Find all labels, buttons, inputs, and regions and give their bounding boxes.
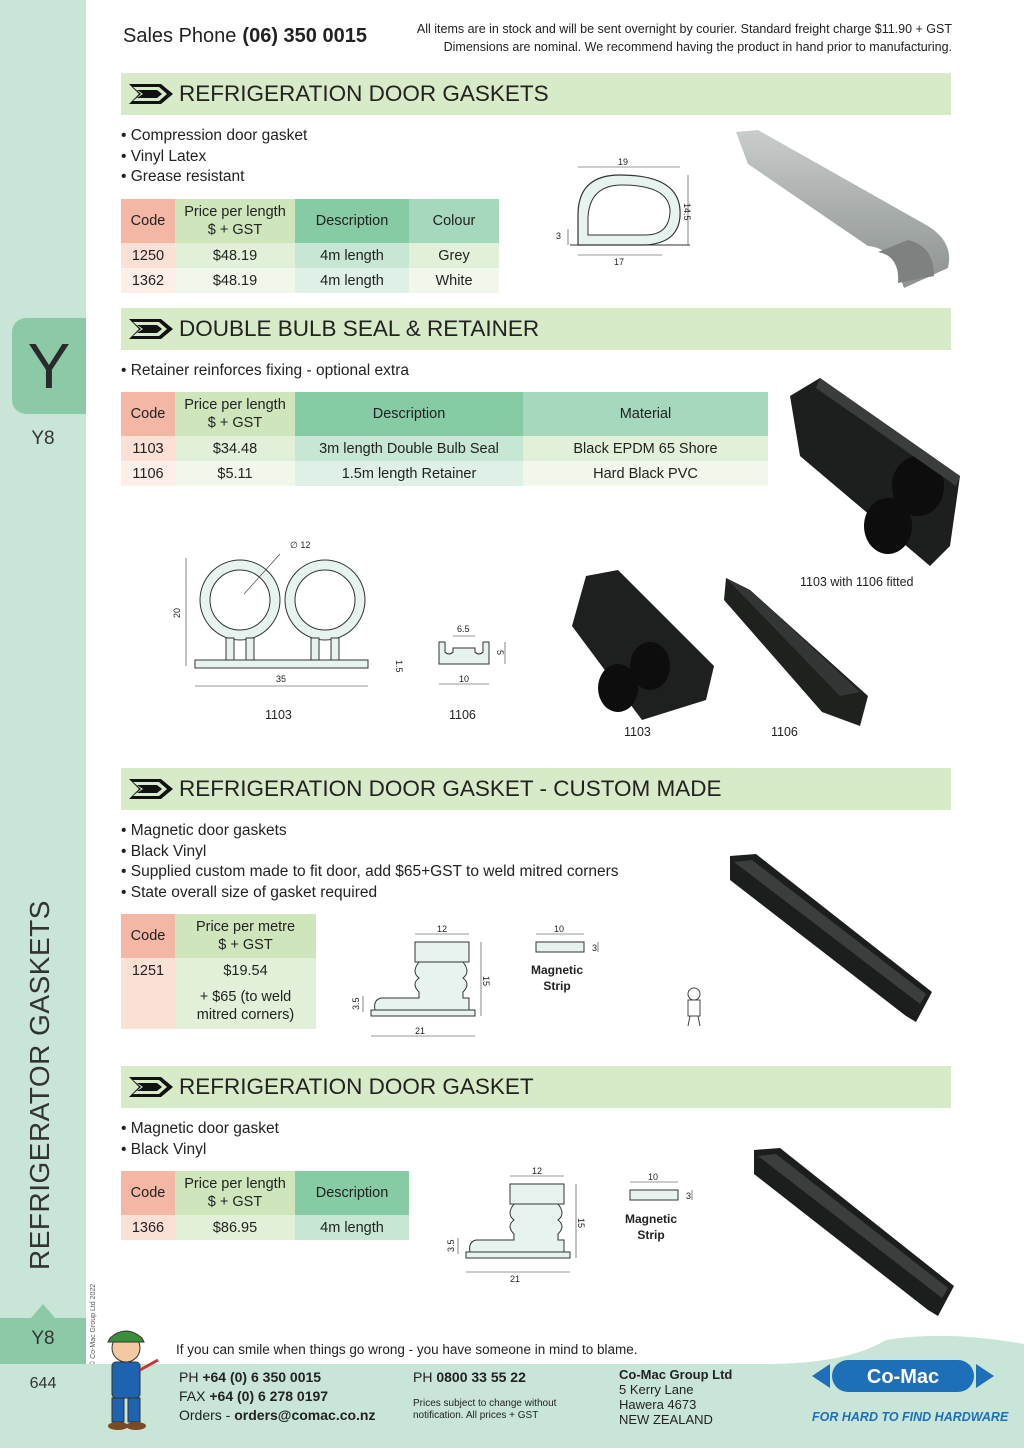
col-description: Description bbox=[295, 199, 409, 243]
table-row bbox=[121, 461, 768, 486]
fax-label: FAX bbox=[179, 1388, 206, 1404]
diagram-caption: 1103 bbox=[265, 708, 292, 722]
section-code-bottom: Y8 bbox=[31, 1328, 55, 1349]
section-banner bbox=[121, 768, 951, 810]
diagram-caption: 1106 bbox=[449, 708, 476, 722]
magnetic-strip-diagram bbox=[528, 922, 612, 958]
magnetic-strip-diagram bbox=[622, 1170, 706, 1206]
cell-code: 1362 bbox=[121, 268, 175, 293]
cell-price: $5.11 bbox=[175, 461, 295, 486]
col-price-line1: Price per length bbox=[184, 1176, 286, 1192]
dim-strip-height: 3 bbox=[686, 1191, 692, 1201]
col-price bbox=[175, 199, 295, 243]
ph2-number[interactable]: 0800 33 55 22 bbox=[436, 1369, 526, 1385]
section-banner bbox=[121, 73, 951, 115]
sales-label: Sales Phone bbox=[123, 25, 237, 47]
orders-email[interactable]: orders@comac.co.nz bbox=[234, 1407, 376, 1423]
feature-item: • Magnetic door gaskets bbox=[121, 822, 287, 839]
ph-label: PH bbox=[179, 1369, 199, 1385]
feature-item: • Black Vinyl bbox=[121, 842, 207, 860]
section-letter-tab bbox=[12, 318, 86, 414]
grey-gasket-photo bbox=[728, 128, 956, 290]
company-name: Co-Mac Group Ltd bbox=[619, 1367, 733, 1382]
feature-list bbox=[121, 361, 409, 382]
footer-freephone bbox=[413, 1369, 526, 1385]
section-title: REFRIGERATION DOOR GASKETS bbox=[179, 81, 549, 106]
retainer-diagram bbox=[425, 618, 521, 690]
cell-description: 3m length Double Bulb Seal bbox=[295, 436, 523, 461]
cell-description: 4m length bbox=[295, 268, 409, 293]
col-description: Description bbox=[295, 392, 523, 436]
feature-item: • State overall size of gasket required bbox=[121, 883, 378, 901]
table-row bbox=[121, 436, 768, 461]
magnetic-gasket-diagram bbox=[440, 1164, 590, 1284]
feature-item: • Grease resistant bbox=[121, 168, 245, 185]
address-line: Hawera 4673 bbox=[619, 1397, 697, 1412]
table-row bbox=[121, 1215, 409, 1240]
magnetic-label-2: Strip bbox=[543, 979, 571, 993]
price-table bbox=[121, 1171, 409, 1240]
col-price-line1: Price per metre bbox=[195, 919, 296, 935]
magnetic-label-2: Strip bbox=[637, 1228, 665, 1242]
cell-code: 1366 bbox=[121, 1215, 175, 1240]
dim-width: 35 bbox=[276, 674, 287, 684]
col-code: Code bbox=[121, 1171, 175, 1215]
magnetic-label-1: Magnetic bbox=[531, 963, 584, 977]
col-code: Code bbox=[121, 199, 175, 243]
dim-diameter: ∅ 12 bbox=[290, 540, 311, 550]
dim-retainer-height: 5 bbox=[495, 650, 505, 656]
company-address bbox=[619, 1367, 732, 1427]
cell-description: 1.5m length Retainer bbox=[295, 461, 523, 486]
section-title: DOUBLE BULB SEAL & RETAINER bbox=[179, 316, 540, 341]
cell-price: $34.48 bbox=[175, 436, 295, 461]
footer-fax bbox=[179, 1388, 328, 1404]
sales-phone bbox=[123, 25, 367, 48]
table-row bbox=[121, 983, 316, 1029]
table-row bbox=[121, 268, 499, 293]
cell-price: $48.19 bbox=[175, 268, 295, 293]
double-bulb-diagram bbox=[170, 538, 410, 698]
dim-thickness: 3 bbox=[556, 231, 562, 241]
mascot-icon bbox=[94, 1326, 166, 1430]
col-price-line2: $ + GST bbox=[207, 415, 263, 431]
footer-orders bbox=[179, 1407, 376, 1423]
dim-top: 12 bbox=[532, 1166, 543, 1176]
price-table bbox=[121, 199, 499, 293]
section-title-vertical: REFRIGERATOR GASKETS bbox=[24, 900, 55, 1270]
cell-colour: White bbox=[409, 268, 499, 293]
price-table bbox=[121, 914, 316, 1029]
col-colour: Colour bbox=[409, 199, 499, 243]
feature-item: • Compression door gasket bbox=[121, 127, 308, 144]
cell-colour: Grey bbox=[409, 243, 499, 268]
gasket-profile-diagram bbox=[550, 155, 700, 270]
cell-code: 1106 bbox=[121, 461, 175, 486]
feature-item: • Supplied custom made to fit door, add $65+GST to weld mitred corners bbox=[121, 863, 619, 880]
dim-base: 21 bbox=[510, 1274, 521, 1284]
dim-base: 21 bbox=[415, 1026, 426, 1036]
mascot-small-icon bbox=[680, 984, 710, 1028]
dim-retainer-base: 10 bbox=[459, 674, 470, 684]
tab-notch bbox=[31, 1304, 55, 1318]
col-price bbox=[175, 1171, 295, 1215]
logo-text: Co-Mac bbox=[866, 1366, 940, 1388]
seal-1103-photo bbox=[566, 570, 718, 722]
feature-item: • Magnetic door gasket bbox=[121, 1120, 279, 1137]
dim-width: 19 bbox=[618, 157, 629, 167]
arrow-icon bbox=[129, 319, 173, 339]
header-note bbox=[417, 20, 952, 56]
feature-item: • Retainer reinforces fixing - optional extra bbox=[121, 362, 410, 379]
tagline: FOR HARD TO FIND HARDWARE bbox=[812, 1410, 1009, 1424]
sales-number[interactable]: (06) 350 0015 bbox=[242, 25, 367, 47]
price-table bbox=[121, 392, 768, 486]
page-number: 644 bbox=[29, 1375, 57, 1392]
col-price-line2: $ + GST bbox=[207, 1194, 263, 1210]
section-banner bbox=[121, 1066, 951, 1108]
dim-side: 3.5 bbox=[446, 1239, 456, 1252]
arrow-icon bbox=[129, 84, 173, 104]
section-title: REFRIGERATION DOOR GASKET - CUSTOM MADE bbox=[179, 776, 722, 801]
col-price bbox=[175, 914, 316, 958]
cell-extra bbox=[175, 983, 316, 1029]
cell-material: Hard Black PVC bbox=[523, 461, 768, 486]
footer-quote: If you can smile when things go wrong - you have someone in mind to blame. bbox=[176, 1342, 638, 1357]
col-code: Code bbox=[121, 392, 175, 436]
cell-code: 1251 bbox=[121, 958, 175, 983]
double-bulb-fitted-photo bbox=[780, 376, 970, 572]
col-price-line1: Price per length bbox=[184, 397, 286, 413]
dim-height: 15 bbox=[481, 976, 491, 987]
feature-list bbox=[121, 126, 307, 188]
cell-code: 1103 bbox=[121, 436, 175, 461]
dim-side: 3.5 bbox=[351, 997, 361, 1010]
magnetic-label-1: Magnetic bbox=[625, 1212, 678, 1226]
dim-strip-width: 10 bbox=[648, 1172, 659, 1182]
dim-height: 14.5 bbox=[682, 203, 692, 221]
magnetic-gasket-photo bbox=[726, 852, 938, 1026]
col-price-line2: $ + GST bbox=[207, 222, 263, 238]
cell-description: 4m length bbox=[295, 243, 409, 268]
dim-strip-height: 3 bbox=[592, 943, 598, 953]
dim-height: 15 bbox=[576, 1218, 586, 1229]
photo-caption: 1103 bbox=[624, 725, 651, 739]
dim-retainer-width: 6.5 bbox=[457, 624, 470, 634]
magnetic-strip-label bbox=[531, 962, 583, 994]
table-row bbox=[121, 958, 316, 983]
magnetic-strip-label bbox=[625, 1211, 677, 1243]
col-price-line2: $ + GST bbox=[218, 937, 273, 953]
col-price-line1: Price per length bbox=[184, 204, 286, 220]
price-note-2: notification. All prices + GST bbox=[413, 1410, 539, 1421]
ph-number[interactable]: +64 (0) 6 350 0015 bbox=[202, 1369, 322, 1385]
col-material: Material bbox=[523, 392, 768, 436]
magnetic-gasket-photo bbox=[750, 1146, 960, 1320]
cell-price: $86.95 bbox=[175, 1215, 295, 1240]
cell-code: 1250 bbox=[121, 243, 175, 268]
table-row bbox=[121, 243, 499, 268]
extra-line2: mitred corners) bbox=[196, 1007, 295, 1023]
orders-label: Orders - bbox=[179, 1407, 231, 1423]
section-code-top: Y8 bbox=[31, 428, 55, 449]
arrow-icon bbox=[129, 1077, 173, 1097]
cell-material: Black EPDM 65 Shore bbox=[523, 436, 768, 461]
comac-logo bbox=[812, 1352, 994, 1400]
magnetic-gasket-diagram bbox=[345, 922, 495, 1042]
dim-strip-width: 10 bbox=[554, 924, 565, 934]
feature-list bbox=[121, 1119, 279, 1160]
cell-description: 4m length bbox=[295, 1215, 409, 1240]
section-letter: Y bbox=[27, 330, 71, 402]
caption-fitted: 1103 with 1106 fitted bbox=[800, 575, 914, 589]
price-note-1: Prices subject to change without bbox=[413, 1398, 557, 1409]
feature-list bbox=[121, 821, 619, 903]
cell-price: $48.19 bbox=[175, 243, 295, 268]
footer-phone bbox=[179, 1369, 321, 1385]
col-description: Description bbox=[295, 1171, 409, 1215]
dim-height: 20 bbox=[172, 607, 182, 618]
arrow-icon bbox=[129, 779, 173, 799]
dim-thickness: 1.5 bbox=[394, 660, 404, 673]
col-price bbox=[175, 392, 295, 436]
price-note bbox=[413, 1398, 556, 1422]
copyright: © Co-Mac Group Ltd 2022 bbox=[90, 1283, 97, 1366]
section-banner bbox=[121, 308, 951, 350]
dim-top: 12 bbox=[437, 924, 448, 934]
retainer-1106-photo bbox=[720, 576, 872, 730]
cell-price: $19.54 bbox=[175, 958, 316, 983]
feature-item: • Vinyl Latex bbox=[121, 147, 207, 165]
col-code: Code bbox=[121, 914, 175, 958]
address-line: NEW ZEALAND bbox=[619, 1412, 713, 1427]
note-line-1: All items are in stock and will be sent overnight by courier. Standard freight charge $11.90 + GST bbox=[416, 22, 952, 36]
photo-caption: 1106 bbox=[771, 725, 798, 739]
note-line-2: Dimensions are nominal. We recommend having the product in hand prior to manufacturing. bbox=[443, 40, 952, 54]
ph2-label: PH bbox=[413, 1369, 433, 1385]
fax-number: +64 (0) 6 278 0197 bbox=[209, 1388, 329, 1404]
section-title: REFRIGERATION DOOR GASKET bbox=[179, 1074, 534, 1099]
extra-line1: + $65 (to weld bbox=[199, 989, 292, 1005]
dim-base: 17 bbox=[614, 257, 625, 267]
feature-item: • Black Vinyl bbox=[121, 1140, 207, 1158]
address-line: 5 Kerry Lane bbox=[619, 1382, 694, 1397]
